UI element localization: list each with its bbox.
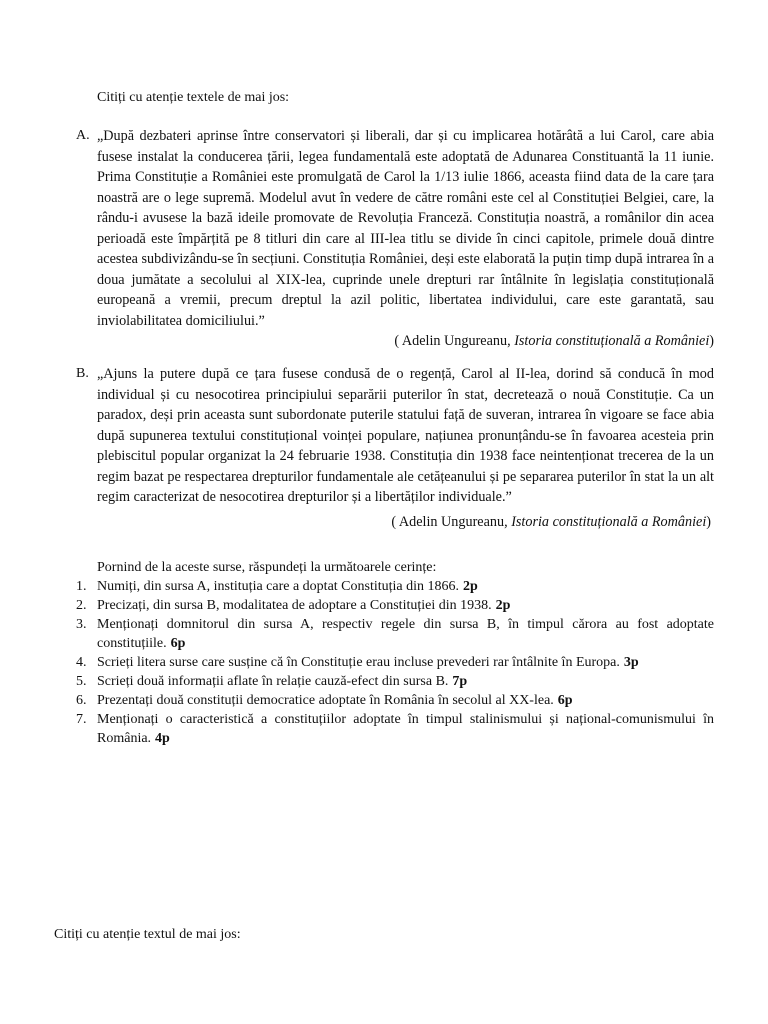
requirement-text: Prezentați două constituții democratice adoptate în România în secolul al XX-lea. bbox=[97, 693, 554, 708]
requirement-points: 3p bbox=[623, 655, 639, 670]
requirement-number: 3. bbox=[76, 617, 87, 632]
requirement-number: 1. bbox=[76, 579, 87, 594]
requirement-text: Numiți, din sursa A, instituția care a doptat Constituția din 1866. bbox=[97, 579, 460, 594]
requirement-points: 4p bbox=[155, 731, 170, 746]
source-a-text: „După dezbateri aprinse între conservatori și liberali, dar și cu implicarea hotărâtă a lui Carol, care abia fusese instalat la conducerea țării, legea fundamentală este adoptată de Adunarea Constituantă la 11 iunie. Prima Constituție a României este promulgată de Carol la 1/13 iulie 1866, aceasta fiind data de la care țara noastră are o lege supremă. Modelul avut în vedere de către români este cel al Constituției Belgiei, care, la rându-i avusese la bază ideile promovate de Revoluția Franceză. Constituția noastră, a românilor din acea perioadă este împărțită pe 8 titluri din care al III-lea titlu se divide în cinci capitole, primele două dintre acestea subdivizându-se în secțiuni. Constituția României, deși este elaborată la puțin timp după intrarea în a doua jumătate a secolului al XIX-lea, cuprinde unele drepturi rar întâlnite în legislația constituțională europeană a vremii, precum dreptul la azil politic, libertatea individului, care este garantată, sau inviolabilitatea domiciliului.” bbox=[97, 128, 714, 329]
requirement-item bbox=[76, 710, 714, 748]
source-b bbox=[76, 364, 714, 532]
requirement-item bbox=[76, 672, 714, 691]
requirement-number: 5. bbox=[76, 674, 87, 689]
requirement-item bbox=[76, 691, 714, 710]
source-b-marker: B. bbox=[76, 366, 89, 381]
source-a-marker: A. bbox=[76, 128, 90, 143]
requirement-points: 2p bbox=[463, 579, 478, 594]
source-a-citation bbox=[97, 331, 714, 351]
source-a-citation-close: ) bbox=[709, 333, 714, 349]
source-b-text: „Ajuns la putere după ce țara fusese condusă de o regență, Carol al II-lea, dorind să conducă în mod individual și cu nesocotirea principiului separării puterilor în stat, decretează o nouă Constituție. Ca un paradox, deși prin aceasta sunt subordonate puterile statului față de suveran, intrarea în vigoare se face abia după supunerea textului constituțional voinței populare, națiunea pronunțându-se în favoarea acesteia prin plebiscitul popular organizat la 24 februarie 1938. Constituția din 1938 face neintenționat trecerea de la un regim bazat pe respectarea drepturilor fundamentale ale cetățeanului și pe separarea puterilor în stat la un alt regim caracterizat de nesocotirea drepturilor și a libertăților individuale.” bbox=[97, 366, 714, 505]
source-b-citation-author: ( Adelin Ungureanu, bbox=[391, 513, 512, 530]
source-a-citation-author: ( Adelin Ungureanu, bbox=[394, 333, 515, 349]
requirements-intro: Pornind de la aceste surse, răspundeți la următoarele cerințe: bbox=[97, 560, 437, 575]
requirement-number: 6. bbox=[76, 693, 87, 708]
source-b-citation-title: Istoria constituțională a României bbox=[511, 513, 707, 530]
requirement-text: Scrieți două informații aflate în relație cauză-efect din sursa B. bbox=[97, 674, 449, 689]
requirement-points: 7p bbox=[452, 674, 468, 689]
bottom-intro-text: Citiți cu atenție textul de mai jos: bbox=[54, 927, 241, 942]
requirement-item bbox=[76, 653, 714, 672]
requirement-item bbox=[76, 596, 714, 615]
source-a bbox=[76, 126, 714, 351]
intro-text: Citiți cu atenție textele de mai jos: bbox=[97, 90, 290, 105]
requirement-number: 4. bbox=[76, 655, 87, 670]
requirement-points: 6p bbox=[170, 636, 186, 651]
source-b-citation bbox=[97, 512, 714, 532]
requirement-text: Menționați o caracteristică a constituțiilor adoptate în timpul stalinismului și național-comunismului în România. bbox=[97, 712, 714, 746]
requirements-list bbox=[76, 577, 714, 748]
source-a-citation-title: Istoria constituțională a României bbox=[514, 333, 710, 349]
source-b-citation-close: ) bbox=[706, 513, 711, 530]
requirement-item bbox=[76, 577, 714, 596]
requirement-points: 2p bbox=[495, 598, 511, 613]
requirement-number: 7. bbox=[76, 712, 87, 727]
requirement-text: Menționați domnitorul din sursa A, respectiv regele din sursa B, în timpul cărora au fost adoptate constituțiile. bbox=[97, 617, 714, 651]
requirement-number: 2. bbox=[76, 598, 87, 613]
requirement-points: 6p bbox=[557, 693, 573, 708]
requirement-text: Scrieți litera surse care susține că în Constituție erau incluse prevederi rar întâlnite în Europa. bbox=[97, 655, 620, 670]
requirement-text: Precizați, din sursa B, modalitatea de adoptare a Constituției din 1938. bbox=[97, 598, 492, 613]
requirement-item bbox=[76, 615, 714, 653]
